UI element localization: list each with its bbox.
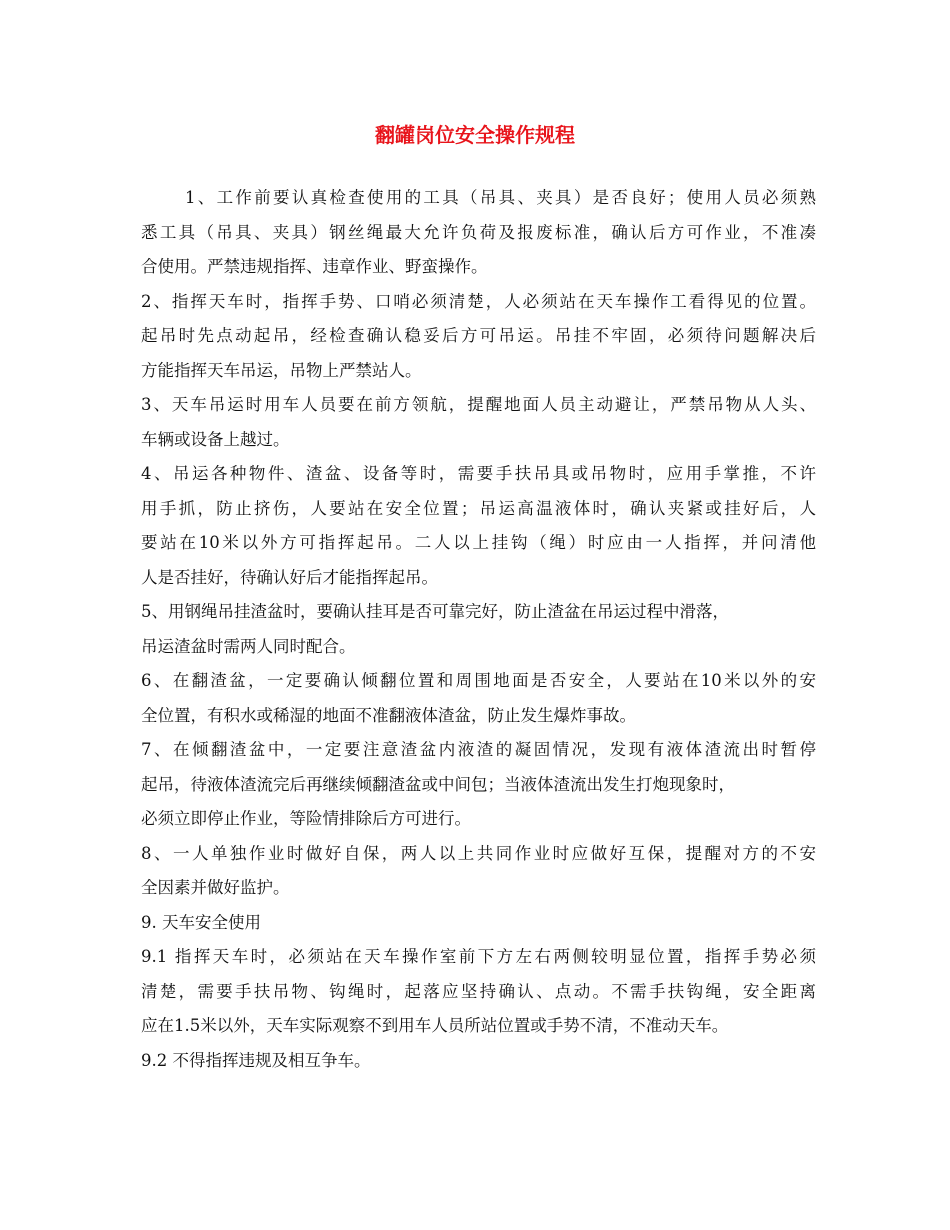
text-line: 悉工具（吊具、夹具）钢丝绳最大允许负荷及报废标准，确认后方可作业，不准凑	[141, 222, 816, 242]
text-line: 用手抓，防止挤伤，人要站在安全位置；吊运高温液体时，确认夹紧或挂好后，人	[141, 498, 816, 518]
text-line: 起吊时先点动起吊，经检查确认稳妥后方可吊运。吊挂不牢固，必须待问题解决后	[141, 326, 816, 345]
text-line: 方能指挥天车吊运，吊物上严禁站人。	[141, 360, 422, 380]
text-line: 3、天车吊运时用车人员要在前方领航，提醒地面人员主动避让，严禁吊物从人头、	[141, 395, 816, 414]
text-line: 4、吊运各种物件、渣盆、设备等时，需要手扶吊具或吊物时，应用手掌推，不许	[141, 464, 816, 483]
text-line: 6、在翻渣盆，一定要确认倾翻位置和周围地面是否安全，人要站在10米以外的安	[141, 671, 816, 690]
text-line: 7、在倾翻渣盆中，一定要注意渣盆内液渣的凝固情况，发现有液体渣流出时暂停	[141, 740, 816, 759]
text-line: 合使用。严禁违规指挥、违章作业、野蛮操作。	[141, 257, 488, 276]
text-line: 9.2 不得指挥违规及相互争车。	[141, 1050, 371, 1070]
text-line: 2、指挥天车时，指挥手势、口哨必须清楚，人必须站在天车操作工看得见的位置。	[141, 291, 816, 311]
text-line: 起吊，待液体渣流完后再继续倾翻渣盆或中间包；当液体渣流出发生打炮现象时，	[141, 774, 735, 794]
text-line: 必须立即停止作业，等险情排除后方可进行。	[141, 809, 471, 828]
text-line: 清楚，需要手扶吊物、钩绳时，起落应坚持确认、点动。不需手扶钩绳，安全距离	[141, 981, 816, 1001]
text-line: 人是否挂好，待确认好后才能指挥起吊。	[141, 567, 438, 587]
document-title: 翻罐岗位安全操作规程	[375, 123, 575, 147]
text-line: 应在1.5米以外，天车实际观察不到用车人员所站位置或手势不清，不准动天车。	[141, 1016, 729, 1035]
text-line: 全因素并做好监护。	[141, 878, 290, 897]
text-line: 全位置，有积水或稀湿的地面不准翻液体渣盆，防止发生爆炸事故。	[141, 705, 636, 725]
text-line: 5、用钢绳吊挂渣盆时，要确认挂耳是否可靠完好，防止渣盆在吊运过程中滑落，	[141, 602, 729, 621]
document-body	[141, 181, 816, 1078]
text-line: 9.1 指挥天车时，必须站在天车操作室前下方左右两侧较明显位置，指挥手势必须	[141, 947, 816, 966]
text-line: 9. 天车安全使用	[141, 912, 261, 932]
text-line: 要站在10米以外方可指挥起吊。二人以上挂钩（绳）时应由一人指挥，并问清他	[141, 533, 816, 552]
text-line: 吊运渣盆时需两人同时配合。	[141, 636, 356, 656]
text-line: 1、工作前要认真检查使用的工具（吊具、夹具）是否良好；使用人员必须熟	[185, 188, 816, 207]
text-line: 8、一人单独作业时做好自保，两人以上共同作业时应做好互保，提醒对方的不安	[141, 843, 816, 863]
text-line: 车辆或设备上越过。	[141, 429, 290, 449]
